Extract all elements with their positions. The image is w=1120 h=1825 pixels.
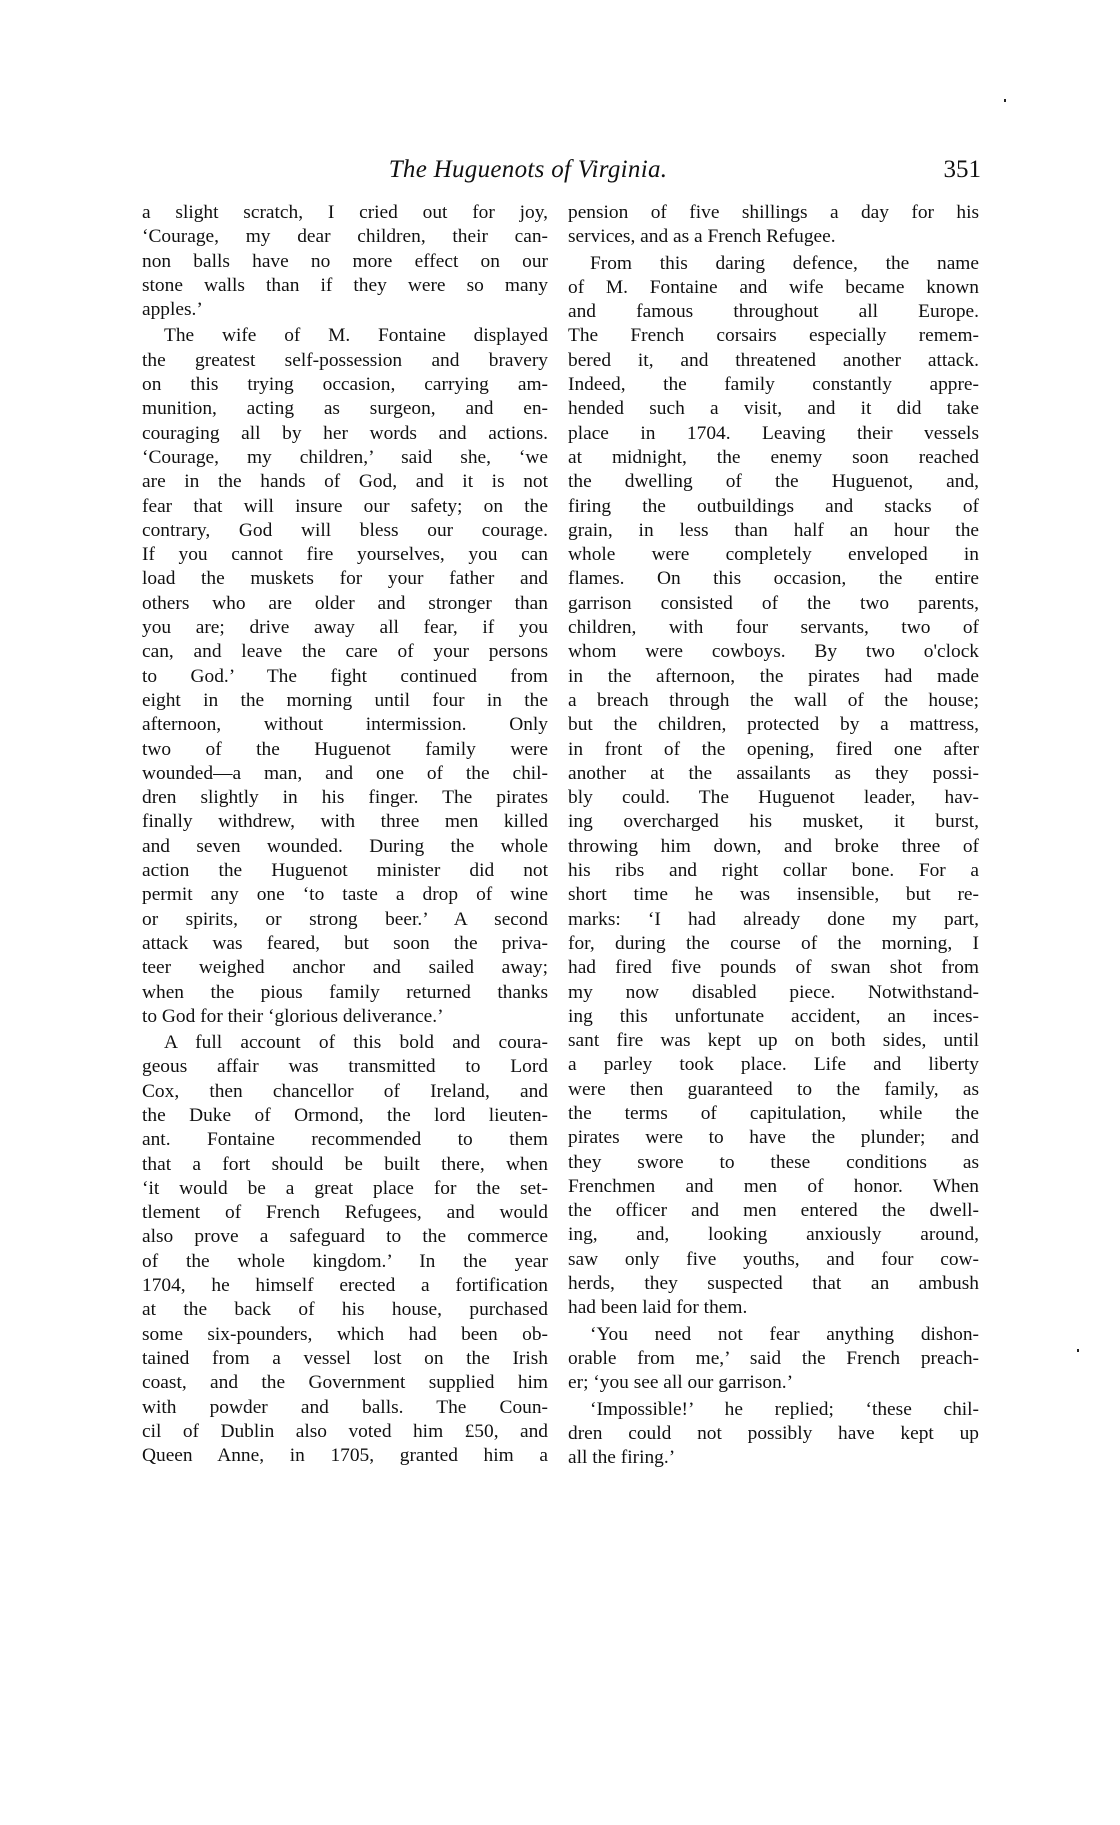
text-line: marks: ‘I had already done my part, [568,908,979,930]
text-line: ing this unfortunate accident, an inces- [568,1005,979,1027]
text-line: flames. On this occasion, the entire [568,568,979,590]
text-line: ‘You need not fear anything dishon- [590,1323,979,1345]
text-line: or spirits, or strong beer.’ A second [142,908,548,930]
text-line: pension of five shillings a day for his [568,202,979,223]
text-line: stone walls than if they were so many [142,274,548,296]
text-line: garrison consisted of the two parents, [568,592,979,614]
text-line: of M. Fontaine and wife became known [568,276,979,298]
paragraph [568,1398,979,1471]
text-line: you are; drive away all fear, if you [142,617,548,639]
text-line: Indeed, the family constantly appre- [568,374,979,396]
text-line: ing, and, looking anxiously around, [568,1224,979,1246]
text-line: at midnight, the enemy soon reached [568,446,979,468]
text-line: grain, in less than half an hour the [568,519,979,541]
text-line: at the back of his house, purchased [142,1299,548,1321]
text-line: a slight scratch, I cried out for joy, [142,202,548,223]
text-line: and famous throughout all Europe. [568,301,979,323]
text-line: orable from me,’ said the French preach- [568,1347,979,1369]
text-line: attack was feared, but soon the priva- [142,932,548,954]
text-line: the officer and men entered the dwell- [568,1200,979,1222]
paragraph [568,1323,979,1396]
text-line: his ribs and right collar bone. For a [568,860,979,882]
text-line: that a fort should be built there, when [142,1153,548,1175]
text-line: the terms of capitulation, while the [568,1102,979,1124]
text-line: my now disabled piece. Notwithstand- [568,981,979,1003]
text-line: dren could not possibly have kept up [568,1422,979,1444]
text-line: eight in the morning until four in the [142,689,548,711]
text-line: finally withdrew, with three men killed [142,811,548,833]
text-line: the dwelling of the Huguenot, and, [568,471,979,493]
text-line: contrary, God will bless our courage. [142,519,548,541]
text-line: load the muskets for your father and [142,568,548,590]
text-line: another at the assailants as they possi- [568,762,979,784]
text-line: coast, and the Government supplied him [142,1372,548,1394]
text-line: firing the outbuildings and stacks of [568,495,979,517]
text-line: place in 1704. Leaving their vessels [568,422,979,444]
text-line: the Duke of Ormond, the lord lieuten- [142,1104,548,1126]
text-line: 1704, he himself erected a fortification [142,1275,548,1297]
text-line: Frenchmen and men of honor. When [568,1175,979,1197]
text-line: couraging all by her words and actions. [142,422,548,444]
text-line: a parley took place. Life and liberty [568,1054,979,1076]
text-line: apples.’ [142,299,203,321]
text-line: ‘Courage, my dear children, their can- [142,226,548,248]
text-line: are in the hands of God, and it is not [142,471,548,493]
text-line: non balls have no more effect on our [142,250,548,272]
text-line: teer weighed anchor and sailed away; [142,957,548,979]
text-line: tlement of French Refugees, and would [142,1202,548,1224]
page-number: 351 [943,156,981,183]
paragraph [142,201,548,322]
text-line: also prove a safeguard to the commerce [142,1226,548,1248]
text-line: in front of the opening, fired one after [568,738,979,760]
text-line: ant. Fontaine recommended to them [142,1129,548,1151]
print-speck [1077,1349,1079,1352]
text-line: cil of Dublin also voted him £50, and [142,1420,548,1442]
text-line: ing overcharged his musket, it burst, [568,811,979,833]
text-line: tained from a vessel lost on the Irish [142,1347,548,1369]
text-line: but the children, protected by a mattress, [568,714,979,736]
text-line: If you cannot fire yourselves, you can [142,544,548,566]
text-line: of the whole kingdom.’ In the year [142,1250,548,1272]
text-line: to God.’ The fight continued from [142,665,548,687]
text-line: they swore to these conditions as [568,1151,979,1173]
text-line: others who are older and stronger than [142,592,548,614]
right-column [568,201,979,1472]
text-line: had been laid for them. [568,1297,748,1319]
text-line: for, during the course of the morning, I [568,932,979,954]
text-line: when the pious family returned thanks [142,981,548,1003]
text-line: The French corsairs especially remem- [568,325,979,347]
text-line: afternoon, without intermission. Only [142,714,548,736]
paragraph [568,252,979,1321]
text-line: bered it, and threatened another attack. [568,349,979,371]
text-line: wounded—a man, and one of the chil- [142,762,548,784]
text-line: ‘it would be a great place for the set- [142,1177,548,1199]
text-line: ‘Impossible!’ he replied; ‘these chil- [590,1398,979,1420]
text-line: whole were completely enveloped in [568,544,979,566]
text-line: geous affair was transmitted to Lord [142,1056,548,1078]
text-line: Cox, then chancellor of Ireland, and [142,1080,548,1102]
text-line: in the afternoon, the pirates had made [568,665,979,687]
text-line: A full account of this bold and coura- [164,1032,548,1054]
text-line: pirates were to have the plunder; and [568,1127,979,1149]
paragraph [142,324,548,1029]
text-line: bly could. The Huguenot leader, hav- [568,787,979,809]
text-line: whom were cowboys. By two o'clock [568,641,979,663]
text-line: some six-pounders, which had been ob- [142,1323,548,1345]
running-title: The Huguenots of Virginia. [388,156,668,183]
text-line: had fired five pounds of swan shot from [568,957,979,979]
text-line: From this daring defence, the name [590,252,979,274]
text-line: The wife of M. Fontaine displayed [164,325,548,347]
text-line: herds, they suspected that an ambush [568,1273,979,1295]
text-line: fear that will insure our safety; on the [142,495,548,517]
text-line: all the firing.’ [568,1447,676,1469]
text-line: two of the Huguenot family were [142,738,548,760]
print-speck [1004,99,1006,102]
paragraph [142,1031,548,1468]
text-line: were then guaranteed to the family, as [568,1078,979,1100]
text-line: throwing him down, and broke three of [568,835,979,857]
text-line: with powder and balls. The Coun- [142,1396,548,1418]
text-line: a breach through the wall of the house; [568,689,979,711]
text-line: action the Huguenot minister did not [142,860,548,882]
left-column [142,201,548,1470]
text-line: children, with four servants, two of [568,617,979,639]
text-line: to God for their ‘glorious deliverance.’ [142,1005,444,1027]
text-line: saw only five youths, and four cow- [568,1248,979,1270]
text-line: ‘Courage, my children,’ said she, ‘we [142,446,548,468]
text-line: permit any one ‘to taste a drop of wine [142,884,548,906]
text-line: can, and leave the care of your persons [142,641,548,663]
text-line: hended such a visit, and it did take [568,398,979,420]
text-line: sant fire was kept up on both sides, until [568,1030,979,1052]
text-line: the greatest self-possession and bravery [142,349,548,371]
text-line: Queen Anne, in 1705, granted him a [142,1445,548,1467]
text-line: short time he was insensible, but re- [568,884,979,906]
text-line: services, and as a French Refugee. [568,226,836,248]
text-line: dren slightly in his finger. The pirates [142,787,548,809]
text-line: and seven wounded. During the whole [142,835,548,857]
text-line: er; ‘you see all our garrison.’ [568,1372,794,1394]
paragraph [568,201,979,250]
text-line: munition, acting as surgeon, and en- [142,398,548,420]
text-line: on this trying occasion, carrying am- [142,374,548,396]
running-head [148,150,981,190]
